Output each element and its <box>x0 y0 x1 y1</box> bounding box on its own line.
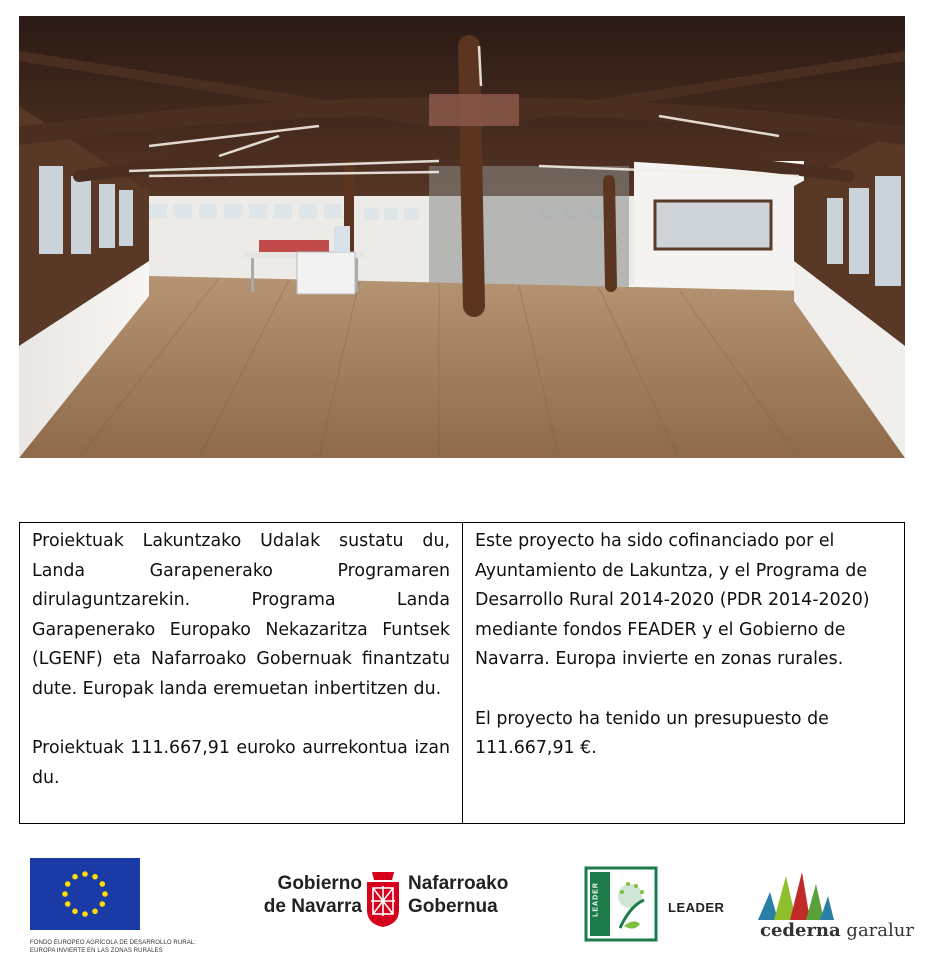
basque-paragraph-1: Proiektuak Lakuntzako Udalak sustatu du, Landa Garapenerako Programaren dirulaguntzarekin. Programa Landa Garapenerako Europako Nekazaritza Funtsek (LGENF) eta Nafarroako Gobernuak finantzatu dute. Europak landa eremuetan inbertitzen du. <box>32 531 450 699</box>
navarra-right-line-2: Gobernua <box>408 896 498 917</box>
leader-logo <box>584 866 734 944</box>
navarra-left-line-2: de Navarra <box>263 896 362 917</box>
info-table <box>19 522 905 824</box>
attic-room-photo <box>19 16 905 458</box>
navarra-left-line-1: Gobierno <box>277 873 362 894</box>
cederna-word: cederna <box>760 920 841 941</box>
eu-flag-icon <box>30 858 140 930</box>
basque-text-cell <box>20 523 463 823</box>
navarra-government-logo <box>258 870 518 932</box>
eu-caption-line-1: FONDO EUROPEO AGRÍCOLA DE DESARROLLO RURAL: <box>30 940 197 946</box>
eu-caption-line-2: EUROPA INVIERTE EN LAS ZONAS RURALES <box>30 948 163 954</box>
spanish-paragraph-1: Este proyecto ha sido cofinanciado por el Ayuntamiento de Lakuntza, y el Programa de Desarrollo Rural 2014-2020 (PDR 2014-2020) mediante fondos FEADER y el Gobierno de Navarra. Europa invierte en zonas rurales. <box>475 531 870 670</box>
leader-label: LEADER <box>668 900 725 915</box>
basque-paragraph-2: Proiektuak 111.667,91 euroko aurrekontua izan du. <box>32 738 450 788</box>
spanish-paragraph-2: El proyecto ha tenido un presupuesto de 111.667,91 €. <box>475 708 829 759</box>
cederna-garalur-logo <box>756 870 914 950</box>
eu-feader-logo <box>30 858 230 958</box>
navarra-right-line-1: Nafarroako <box>408 873 509 894</box>
sponsor-logos <box>0 840 931 965</box>
leader-badge-text: LEADER <box>592 882 600 917</box>
garalur-word: garalur <box>846 920 914 941</box>
spanish-text-cell <box>463 523 904 823</box>
navarra-shield-icon <box>364 870 402 928</box>
cederna-emblem-icon <box>756 870 836 922</box>
